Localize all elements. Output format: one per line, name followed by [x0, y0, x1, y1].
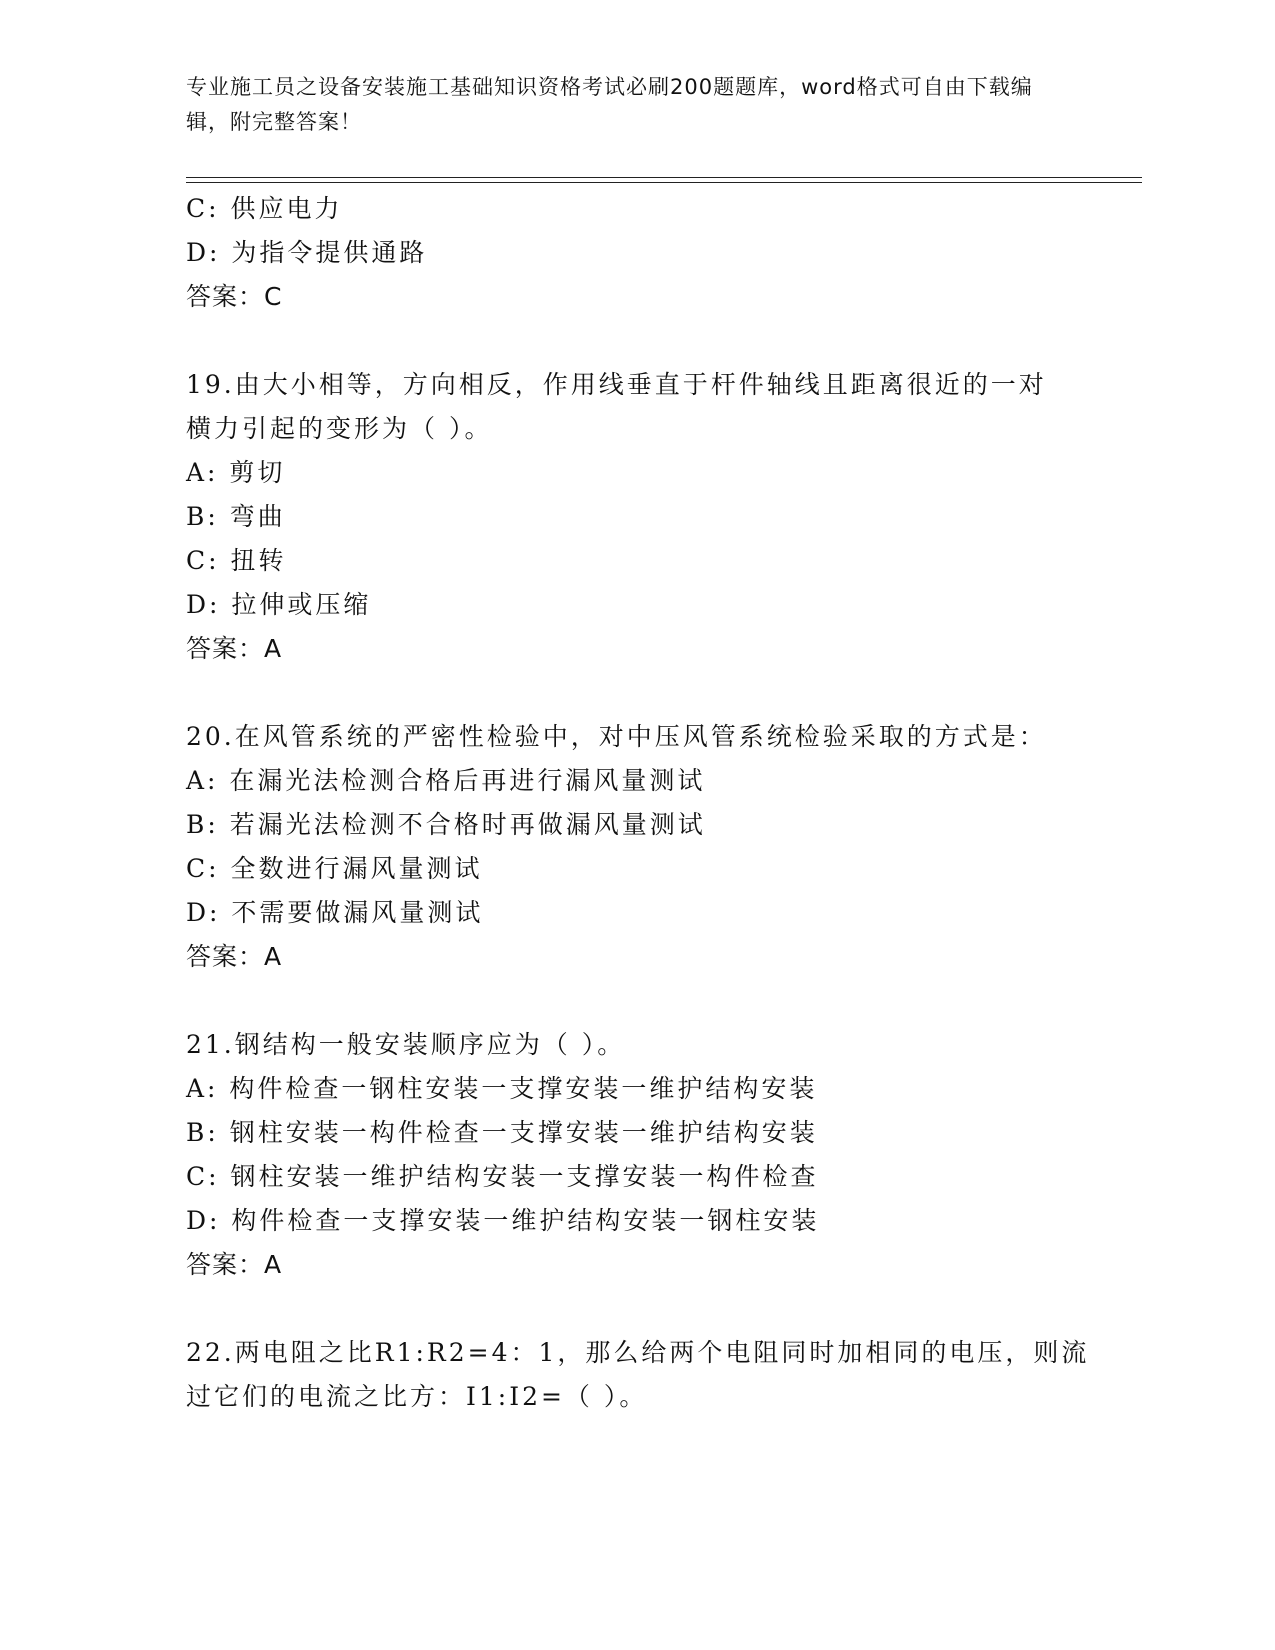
q20-stem-line1: 20.在风管系统的严密性检验中，对中压风管系统检验采取的方式是：	[186, 722, 1047, 751]
q19-option-c: C: 扭转	[186, 546, 287, 575]
header-divider-top	[186, 177, 1142, 178]
q20-option-a: A: 在漏光法检测合格后再进行漏风量测试	[186, 766, 706, 795]
q19-option-a: A: 剪切	[186, 458, 286, 487]
document-header: 专业施工员之设备安装施工基础知识资格考试必刷200题题库，word格式可自由下载编辑，附完整答案！	[186, 75, 1033, 134]
q20-option-c: C: 全数进行漏风量测试	[186, 854, 483, 883]
q21-option-b: B: 钢柱安装一构件检查一支撑安装一维护结构安装	[186, 1118, 818, 1147]
q19-answer: 答案：A	[186, 634, 283, 663]
header-divider-bottom	[186, 182, 1142, 183]
q21-stem-line1: 21.钢结构一般安装顺序应为（ ）。	[186, 1030, 626, 1059]
q20-option-d: D: 不需要做漏风量测试	[186, 898, 484, 927]
q22-stem-line2: 过它们的电流之比方：I1:I2=（ ）。	[186, 1382, 648, 1411]
q20-answer: 答案：A	[186, 942, 283, 971]
q19-option-d: D: 拉伸或压缩	[186, 590, 372, 619]
q19-stem-line1: 19.由大小相等，方向相反，作用线垂直于杆件轴线且距离很近的一对	[186, 370, 1047, 399]
q18-option-c: C: 供应电力	[186, 194, 343, 223]
q18-option-d: D: 为指令提供通路	[186, 238, 428, 267]
q21-answer: 答案：A	[186, 1250, 283, 1279]
q19-option-b: B: 弯曲	[186, 502, 286, 531]
q21-option-d: D: 构件检查一支撑安装一维护结构安装一钢柱安装	[186, 1206, 820, 1235]
q18-answer: 答案：C	[186, 282, 283, 311]
q20-option-b: B: 若漏光法检测不合格时再做漏风量测试	[186, 810, 706, 839]
q21-option-c: C: 钢柱安装一维护结构安装一支撑安装一构件检查	[186, 1162, 819, 1191]
q21-option-a: A: 构件检查一钢柱安装一支撑安装一维护结构安装	[186, 1074, 818, 1103]
q22-stem-line1: 22.两电阻之比R1:R2=4：1，那么给两个电阻同时加相同的电压，则流	[186, 1338, 1090, 1367]
q19-stem-line2: 横力引起的变形为（ ）。	[186, 414, 493, 443]
